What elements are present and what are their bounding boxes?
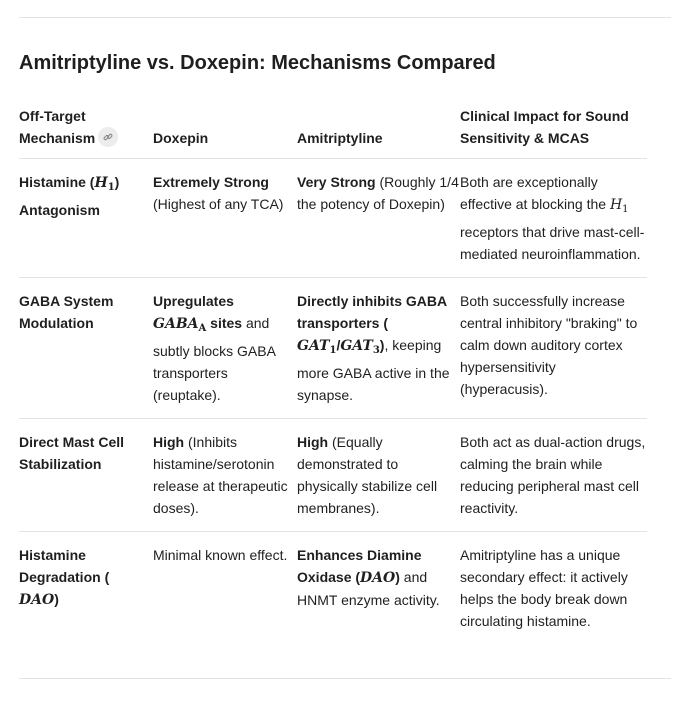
table-row bbox=[19, 278, 647, 419]
cell-impact: Amitriptyline has a unique secondary effect: it actively helps the body break down circulating histamine. bbox=[460, 547, 628, 629]
cell-doxepin: Extremely Strong (Highest of any TCA) bbox=[153, 174, 284, 212]
link-icon[interactable] bbox=[98, 127, 118, 147]
cell-mechanism: Direct Mast Cell Stabilization bbox=[19, 434, 125, 472]
cell-amitriptyline: Very Strong (Roughly 1/4 the potency of Doxepin) bbox=[297, 174, 459, 212]
header-doxepin: Doxepin bbox=[153, 130, 209, 146]
table-row bbox=[19, 159, 647, 278]
cell-impact: Both successfully increase central inhibitory "braking" to calm down auditory cortex hypersensitivity (hyperacusis). bbox=[460, 293, 638, 397]
cell-impact: Both are exceptionally effective at blocking the $H_1$ receptors that drive mast-cell-mediated neuroinflammation. bbox=[460, 174, 645, 262]
header-amitriptyline: Amitriptyline bbox=[297, 130, 383, 146]
cell-doxepin: Minimal known effect. bbox=[153, 547, 288, 563]
cell-amitriptyline: Enhances Diamine Oxidase (DAO) and HNMT enzyme activity. bbox=[297, 547, 440, 608]
top-divider bbox=[19, 17, 671, 18]
table-row bbox=[19, 532, 647, 645]
header-mechanism-label: Off-Target Mechanism bbox=[19, 108, 96, 146]
page-title: Amitriptyline vs. Doxepin: Mechanisms Compared bbox=[19, 52, 496, 74]
cell-mechanism: Histamine $(H_1)$ Antagonism bbox=[19, 174, 120, 218]
cell-doxepin: High (Inhibits histamine/serotonin release at therapeutic doses). bbox=[153, 434, 288, 516]
bottom-divider bbox=[19, 678, 671, 679]
cell-amitriptyline: High (Equally demonstrated to physically stabilize cell membranes). bbox=[297, 434, 438, 516]
header-mechanism bbox=[19, 105, 153, 159]
table-header-row bbox=[19, 105, 647, 159]
cell-doxepin: Upregulates $GABA_A$ sites and subtly blocks GABA transporters (reuptake). bbox=[153, 293, 276, 403]
cell-amitriptyline: Directly inhibits GABA transporters ( $GAT_1/GAT_3$), keeping more GABA active in the synapse. bbox=[297, 293, 450, 403]
cell-mechanism: GABA System Modulation bbox=[19, 293, 114, 331]
comparison-table bbox=[19, 105, 647, 644]
cell-mechanism: Histamine Degradation ( DAO) bbox=[19, 547, 110, 608]
table-row bbox=[19, 419, 647, 532]
header-impact: Clinical Impact for Sound Sensitivity & MCAS bbox=[460, 108, 629, 146]
cell-impact: Both act as dual-action drugs, calming the brain while reducing peripheral mast cell reactivity. bbox=[460, 434, 646, 516]
